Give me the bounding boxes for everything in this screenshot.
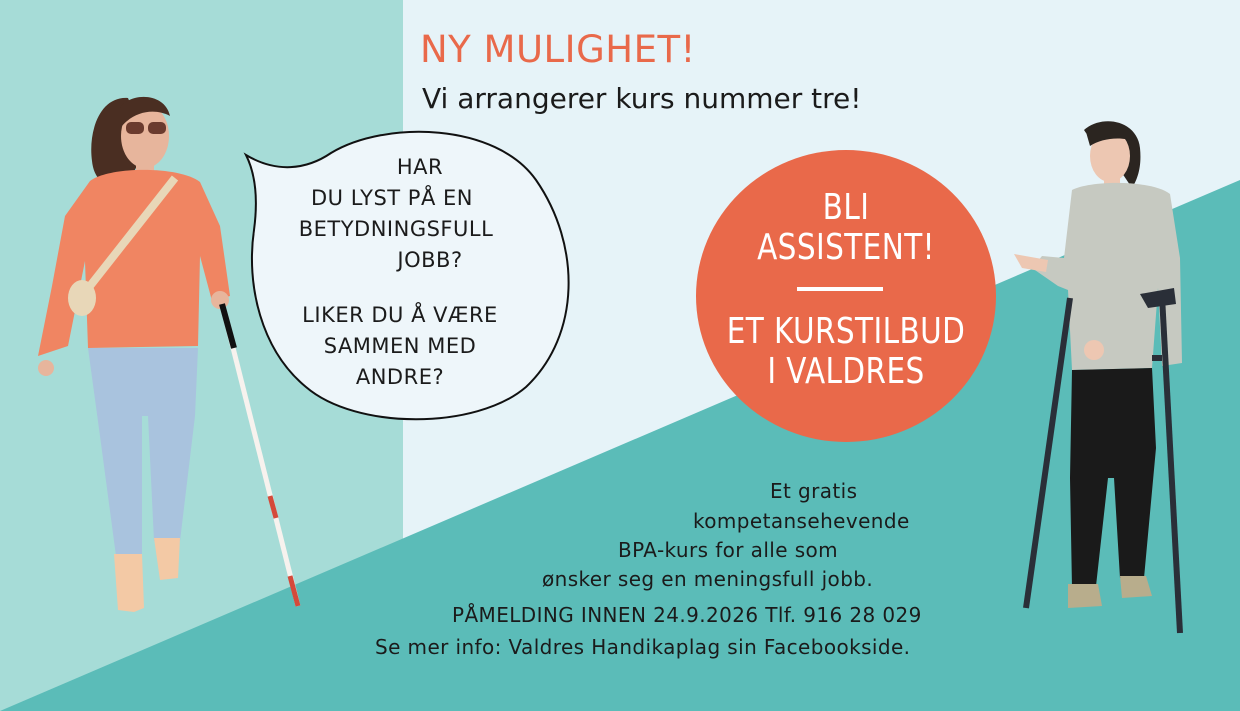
bubble-line: ANDRE?: [355, 365, 445, 389]
bubble-line: LIKER DU Å VÆRE: [302, 303, 498, 327]
badge-title: [723, 188, 969, 268]
bubble-line: HAR: [396, 155, 444, 179]
info-line: Et gratis: [770, 479, 858, 503]
man-with-crutches-illustration: [1012, 118, 1212, 643]
bubble-line: BETYDNINGSFULL: [298, 217, 494, 241]
bubble-line: DU LYST PÅ EN: [311, 186, 473, 210]
badge-line: I VALDRES: [767, 351, 925, 392]
registration-info: PÅMELDING INNEN 24.9.2026 Tlf. 916 28 029: [452, 603, 922, 627]
badge-line: ET KURSTILBUD: [726, 311, 966, 352]
info-line: BPA-kurs for alle som: [618, 538, 839, 562]
badge-subtitle: [707, 312, 986, 392]
info-line: kompetansehevende: [693, 509, 910, 533]
more-info: Se mer info: Valdres Handikaplag sin Facebookside.: [375, 635, 911, 659]
badge-line: BLI: [822, 187, 870, 228]
badge-line: ASSISTENT!: [757, 227, 935, 268]
bubble-line: JOBB?: [397, 248, 463, 272]
headline: NY MULIGHET!: [420, 28, 696, 71]
bubble-line: SAMMEN MED: [323, 334, 477, 358]
woman-with-cane-illustration: [30, 86, 310, 616]
subheadline: Vi arrangerer kurs nummer tre!: [422, 82, 862, 115]
badge-divider: [797, 287, 883, 291]
info-line: ønsker seg en meningsfull jobb.: [542, 567, 874, 591]
